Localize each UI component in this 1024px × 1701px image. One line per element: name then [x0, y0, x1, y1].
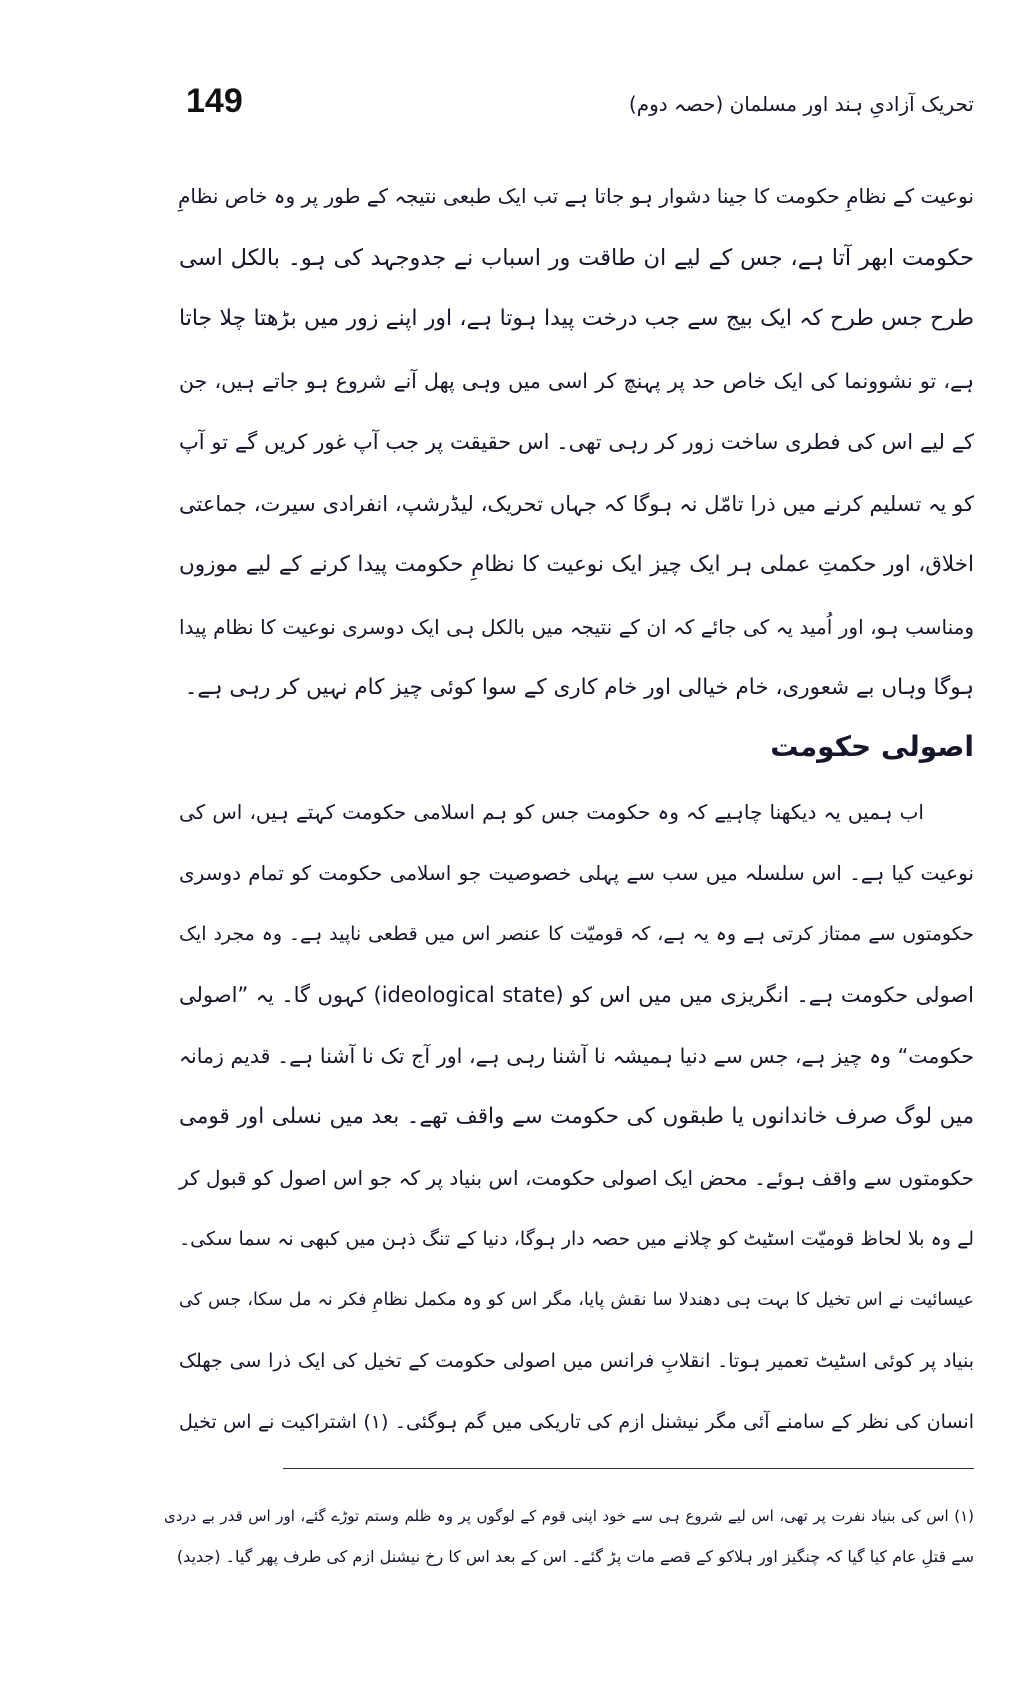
text-line: بنیاد پر کوئی اسٹیٹ تعمیر ہوتا۔ انقلابِ فرانس میں اصولی حکومت کے تخیل کی ایک ذرا سی جھلک	[179, 1350, 974, 1372]
section-heading: اصولی حکومت	[770, 730, 974, 763]
text-line: نوعیت کیا ہے۔ اس سلسلہ میں سب سے پہلی خصوصیت جو اسلامی حکومت کو تمام دوسری	[179, 861, 974, 885]
running-title: تحریک آزادیِ ہند اور مسلمان (حصہ دوم)	[628, 92, 974, 116]
text-line: نوعیت کے نظامِ حکومت کا جینا دشوار ہو جاتا ہے تب ایک طبعی نتیجہ کے طور پر وہ خاص نظامِ	[177, 184, 974, 208]
text-line: ہوگا وہاں بے شعوری، خام خیالی اور خام کاری کے سوا کوئی چیز کام نہیں کر رہی ہے۔	[184, 675, 974, 700]
text-line: حکومت“ وہ چیز ہے، جس سے دنیا ہمیشہ نا آشنا رہی ہے، اور آج تک نا آشنا ہے۔ قدیم زمانہ	[179, 1044, 974, 1068]
text-line: حکومت ابھر آتا ہے، جس کے لیے ان طاقت ور اسباب نے جدوجہد کی ہو۔ بالکل اسی	[179, 245, 974, 271]
text-line: اصولی حکومت ہے۔ انگریزی میں میں اس کو (ideological state) کہوں گا۔ یہ ”اصولی	[179, 983, 975, 1007]
text-line: عیسائیت نے اس تخیل کا بہت ہی دھندلا سا نقش پایا، مگر اس کو وہ مکمل نظامِ فکر نہ مل سکا، جس کی	[179, 1290, 974, 1310]
text-line: حکومتوں سے ممتاز کرتی ہے وہ یہ ہے، کہ قومیّت کا عنصر اس میں قطعی ناپید ہے۔ وہ مجرد ایک	[179, 923, 974, 945]
text-line: ومناسب ہو، اور اُمید یہ کی جائے کہ ان کے نتیجہ میں بالکل ہی ایک دوسری نوعیت کا نظام پیدا	[179, 615, 974, 639]
footnote-divider	[283, 1468, 974, 1469]
text-line: انسان کی نظر کے سامنے آئی مگر نیشنل ازم کی تاریکی میں گم ہوگئی۔ (۱) اشتراکیت نے اس تخیل	[179, 1411, 974, 1433]
text-line: ہے، تو نشوونما کی ایک خاص حد پر پہنچ کر اسی میں وہی پھل آنے شروع ہو جاتے ہیں، جن	[179, 369, 974, 393]
text-line: اب ہمیں یہ دیکھنا چاہیے کہ وہ حکومت جس کو ہم اسلامی حکومت کہتے ہیں، اس کی	[179, 800, 924, 824]
text-line: حکومتوں سے واقف ہوئے۔ محض ایک اصولی حکومت، اس بنیاد پر کہ جو اس اصول کو قبول کر	[179, 1166, 974, 1190]
footnote-line: سے قتلِ عام کیا گیا کہ چنگیز اور ہلاکو کے قصے مات پڑ گئے۔ اس کے بعد اس کا رخ نیشنل ازم کی طرف پھر گیا۔ (جدید)	[176, 1547, 974, 1566]
text-line: اخلاق، اور حکمتِ عملی ہر ایک چیز ایک نوعیت کا نظامِ حکومت پیدا کرنے کے لیے موزوں	[179, 552, 974, 577]
text-line: طرح جس طرح کہ ایک بیج سے جب درخت پیدا ہوتا ہے، اور اپنے زور میں بڑھتا چلا جاتا	[179, 306, 974, 331]
text-line: لے وہ بلا لحاظ قومیّت اسٹیٹ کو چلانے میں حصہ دار ہوگا، دنیا کے تنگ ذہن میں کبھی نہ سما سکی۔	[179, 1228, 974, 1250]
footnote-line: (۱) اس کی بنیاد نفرت پر تھی، اس لیے شروع ہی سے خود اپنی قوم کے لوگوں پر وہ ظلم وستم توڑے گئے، اور اس قدر بے دردی	[164, 1507, 974, 1525]
text-line: میں لوگ صرف خاندانوں یا طبقوں کی حکومت سے واقف تھے۔ بعد میں نسلی اور قومی	[179, 1104, 974, 1129]
page-number: 149	[186, 82, 243, 120]
text-line: کو یہ تسلیم کرنے میں ذرا تامّل نہ ہوگا کہ جہاں تحریک، لیڈرشپ، انفرادی سیرت، جماعتی	[179, 492, 974, 516]
text-line: کے لیے اس کی فطری ساخت زور کر رہی تھی۔ اس حقیقت پر جب آپ غور کریں گے تو آپ	[179, 430, 974, 454]
